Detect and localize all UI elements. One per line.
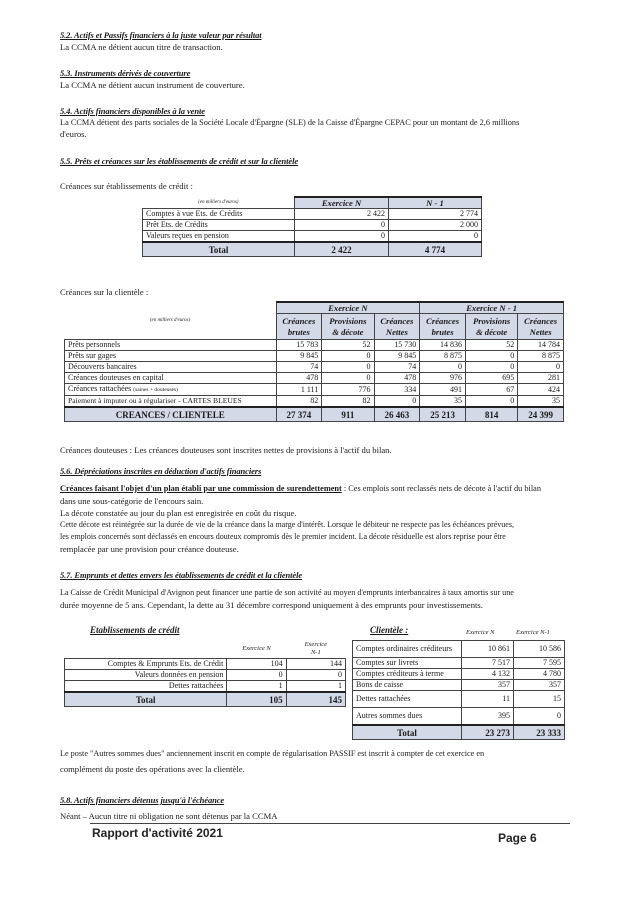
cell-value: 82 (276, 396, 322, 408)
col-creances-nettes: Créances Nettes (518, 314, 564, 340)
heading-5-3: 5.3. Instruments dérivés de couverture (60, 68, 191, 78)
cell-value: 15 730 (374, 340, 420, 351)
row-label: Créances douteuses en capital (65, 373, 277, 384)
heading-5-4: 5.4. Actifs financiers disponibles à la vente (60, 106, 205, 116)
cell-value: 7 595 (514, 658, 565, 669)
unit-label: (en milliers d'euros) (149, 317, 191, 323)
col-header-line: N-1 (310, 649, 321, 656)
footer-report-title: Rapport d'activité 2021 (92, 826, 223, 840)
total-value: 23 333 (514, 725, 565, 740)
total-value: 26 463 (374, 407, 420, 422)
cell-value: 0 (295, 220, 389, 231)
text-5-6-line4: Cette décote est réintégrée sur la durée de vie de la créance dans la marge d'intérêt. Lorsque le débiteur ne respecte pas les échéances prévues, (60, 520, 514, 529)
cell-value: 478 (276, 373, 322, 384)
total-label: Total (353, 725, 462, 740)
table-row (353, 691, 565, 708)
col-header-line: Exercice (304, 641, 328, 648)
text-5-6-line5: les emplois concernés sont déclassés en encours douteux compromis dès le premier incident. La décote résiduelle est alors reprise pour être (60, 532, 506, 541)
cell-value: 14 836 (420, 340, 466, 351)
col-provisions: Provisions & décote (465, 314, 517, 340)
etab-credit-table (142, 196, 482, 257)
text-5-4-line1: La CCMA détient des parts sociales de la Société Locale d'Épargne (SLE) de la Caisse d'Épargne CEPAC pour un montant de 2,6 millions (60, 118, 520, 127)
blank-cell (65, 640, 227, 659)
cell-value: 9 845 (276, 351, 322, 362)
table-row (65, 659, 346, 670)
cell-value: 35 (518, 396, 564, 408)
row-label: Prêts sur gages (65, 351, 277, 362)
heading-5-5: 5.5. Prêts et créances sur les établissements de crédit et sur la clientèle (60, 156, 299, 166)
cell-value: 0 (518, 362, 564, 373)
note-autres-sommes-line2: complément du poste des opérations avec la clientèle. (60, 764, 245, 774)
row-label: Valeurs données en pension (65, 670, 227, 681)
heading-5-6: 5.6. Dépréciations inscrites en déduction d'actifs financiers (60, 466, 262, 476)
cell-value: 281 (518, 373, 564, 384)
cell-value: 74 (374, 362, 420, 373)
total-value: 105 (227, 692, 286, 707)
table-row (143, 231, 482, 243)
row-label: Prêt Ets. de Crédits (143, 220, 295, 231)
row-label-text: Créances rattachées (68, 384, 132, 393)
etab-dettes-title: Etablissements de crédit (90, 625, 180, 635)
cell-value: 0 (374, 396, 420, 408)
cell-value: 9 845 (374, 351, 420, 362)
cell-value: 395 (462, 708, 514, 726)
total-value: 145 (286, 692, 345, 707)
cell-value: 11 (462, 691, 514, 708)
col-exercice-n: Exercice N (295, 197, 389, 209)
row-label: Dettes rattachées (353, 691, 462, 708)
total-row (65, 692, 346, 707)
cell-value: 8 875 (420, 351, 466, 362)
cell-value: 2 000 (388, 220, 481, 231)
total-label: Total (65, 692, 227, 707)
text-5-6-line2: dans une sous-catégorie de l'encours sain. (60, 496, 204, 506)
table-row (65, 681, 346, 693)
heading-5-7: 5.7. Emprunts et dettes envers les établissements de crédit et la clientèle (60, 570, 303, 580)
row-label: Comptes & Emprunts Ets. de Crédit (65, 659, 227, 670)
col-n-1: N - 1 (388, 197, 481, 209)
cell-value: 14 784 (518, 340, 564, 351)
cell-value: 357 (462, 680, 514, 691)
clientele-dettes-table (352, 640, 565, 740)
cell-value: 1 (227, 681, 286, 693)
text-5-6-rest: : Ces emplois sont reclassés nets de décote à l'actif du bilan (341, 484, 541, 493)
cell-value: 2 774 (388, 209, 481, 220)
cell-value: 0 (322, 362, 374, 373)
text-5-6-line6: remplacée par une provision pour créance douteuse. (60, 544, 239, 554)
unit-label: (en milliers d'euros) (198, 199, 239, 205)
col-exercice-n-1 (286, 640, 345, 659)
cell-value: 0 (465, 396, 517, 408)
cell-value: 0 (286, 670, 345, 681)
group-exercice-n: Exercice N (276, 302, 420, 314)
cell-value: 478 (374, 373, 420, 384)
total-value: 4 774 (388, 242, 481, 257)
row-label: Dettes rattachées (65, 681, 227, 693)
row-label-note: (saines + douteuses) (133, 387, 178, 393)
table-row (65, 373, 564, 384)
cell-value: 0 (465, 362, 517, 373)
etab-credit-label: Créances sur établissements de crédit : (60, 181, 193, 191)
text-5-2: La CCMA ne détient aucun titre de transaction. (60, 42, 223, 52)
cell-value: 15 (514, 691, 565, 708)
cell-value: 776 (322, 384, 374, 396)
text-5-6-line3: La décote constatée au jour du plan est enregistrée en coût du risque. (60, 508, 297, 518)
cell-value: 144 (286, 659, 345, 670)
table-row (65, 670, 346, 681)
total-row (353, 725, 565, 740)
text-5-7-line2: durée moyenne de 5 ans. Cependant, la dette au 31 décembre correspond uniquement à des emprunts pour investissements. (60, 600, 483, 610)
row-label: Prêts personnels (65, 340, 277, 351)
total-value: 814 (465, 407, 517, 422)
table-row (353, 641, 565, 658)
table-row (65, 362, 564, 373)
col-exercice-n-1: Exercice N-1 (516, 629, 550, 636)
table-row (353, 669, 565, 680)
text-5-6-line1 (60, 483, 541, 495)
cell-value: 976 (420, 373, 466, 384)
row-label: Comptes ordinaires créditeurs (353, 641, 462, 658)
col-provisions: Provisions & décote (322, 314, 374, 340)
table-row (65, 384, 564, 396)
cell-value: 104 (227, 659, 286, 670)
row-label: Comptes créditeurs à terme (353, 669, 462, 680)
row-label: Autres sommes dues (353, 708, 462, 726)
cell-value: 15 783 (276, 340, 322, 351)
text-5-7-line1: La Caisse de Crédit Municipal d'Avignon peut financer une partie de son activité au moyen d'emprunts interbancaires à taux amortis sur une (60, 588, 514, 597)
row-label: Bons de caisse (353, 680, 462, 691)
cell-value: 35 (420, 396, 466, 408)
heading-5-8: 5.8. Actifs financiers détenus jusqu'à l'échéance (60, 795, 225, 805)
cell-value: 0 (227, 670, 286, 681)
total-value: 23 273 (462, 725, 514, 740)
total-label: Total (143, 242, 295, 257)
row-label: Découverts bancaires (65, 362, 277, 373)
table-row (65, 340, 564, 351)
footer-page-number: Page 6 (498, 831, 537, 845)
surendettement-lead: Créances faisant l'objet d'un plan établi par une commission de surendettement (60, 484, 342, 493)
cell-value: 0 (514, 708, 565, 726)
table-row (65, 396, 564, 408)
total-value: 24 399 (518, 407, 564, 422)
etab-dettes-table (64, 640, 346, 707)
col-exercice-n: Exercice N (242, 645, 271, 652)
cell-value: 695 (465, 373, 517, 384)
row-label: Valeurs reçues en pension (143, 231, 295, 243)
table-row (353, 708, 565, 726)
table-row (353, 658, 565, 669)
cell-value: 67 (465, 384, 517, 396)
row-label: Comptes à vue Ets. de Crédits (143, 209, 295, 220)
clientele-dettes-title: Clientèle : (370, 625, 409, 635)
cell-value: 52 (465, 340, 517, 351)
table-row (143, 220, 482, 231)
table-row (143, 209, 482, 220)
cell-value: 0 (295, 231, 389, 243)
note-autres-sommes-line1: Le poste "Autres sommes dues" anciennement inscrit en compte de régularisation PASSIF est inscrit à compter de cet exercice en (60, 749, 485, 758)
cell-value: 424 (518, 384, 564, 396)
table-row (353, 680, 565, 691)
total-value: 911 (322, 407, 374, 422)
col-creances-brutes: Créances brutes (420, 314, 466, 340)
row-label: Comptes sur livrets (353, 658, 462, 669)
cell-value: 10 861 (462, 641, 514, 658)
cell-value: 0 (465, 351, 517, 362)
total-row (65, 407, 564, 422)
cell-value: 1 111 (276, 384, 322, 396)
cell-value: 4 132 (462, 669, 514, 680)
cell-value: 52 (322, 340, 374, 351)
row-label (65, 384, 277, 396)
text-5-4-line2: d'euros. (60, 129, 87, 139)
cell-value: 357 (514, 680, 565, 691)
cell-value: 0 (420, 362, 466, 373)
text-5-3: La CCMA ne détient aucun instrument de couverture. (60, 80, 245, 90)
cell-value: 491 (420, 384, 466, 396)
col-creances-nettes: Créances Nettes (374, 314, 420, 340)
col-creances-brutes: Créances brutes (276, 314, 322, 340)
total-label: CREANCES / CLIENTELE (65, 407, 277, 422)
table-row (65, 351, 564, 362)
cell-value: 4 780 (514, 669, 565, 680)
cell-value: 7 517 (462, 658, 514, 669)
total-value: 2 422 (295, 242, 389, 257)
footer-divider (90, 823, 570, 824)
douteuses-note: Créances douteuses : Les créances douteuses sont inscrites nettes de provisions à l'actif du bilan. (60, 445, 392, 455)
total-row (143, 242, 482, 257)
cell-value: 74 (276, 362, 322, 373)
cell-value: 10 586 (514, 641, 565, 658)
total-value: 27 374 (276, 407, 322, 422)
cell-value: 0 (388, 231, 481, 243)
cell-value: 0 (322, 351, 374, 362)
cell-value: 8 875 (518, 351, 564, 362)
heading-5-2: 5.2. Actifs et Passifs financiers à la juste valeur par résultat (60, 30, 262, 40)
text-5-8: Néant – Aucun titre ni obligation ne sont détenus par la CCMA (60, 811, 278, 821)
col-exercice-n: Exercice N (466, 629, 495, 636)
row-label: Paiement à imputer ou à régulariser - CARTES BLEUES (65, 396, 277, 408)
cell-value: 0 (322, 373, 374, 384)
group-exercice-n-1: Exercice N - 1 (420, 302, 564, 314)
clientele-table (64, 301, 564, 422)
cell-value: 2 422 (295, 209, 389, 220)
cell-value: 82 (322, 396, 374, 408)
total-value: 25 213 (420, 407, 466, 422)
clientele-label: Créances sur la clientèle : (60, 287, 149, 297)
cell-value: 1 (286, 681, 345, 693)
cell-value: 334 (374, 384, 420, 396)
